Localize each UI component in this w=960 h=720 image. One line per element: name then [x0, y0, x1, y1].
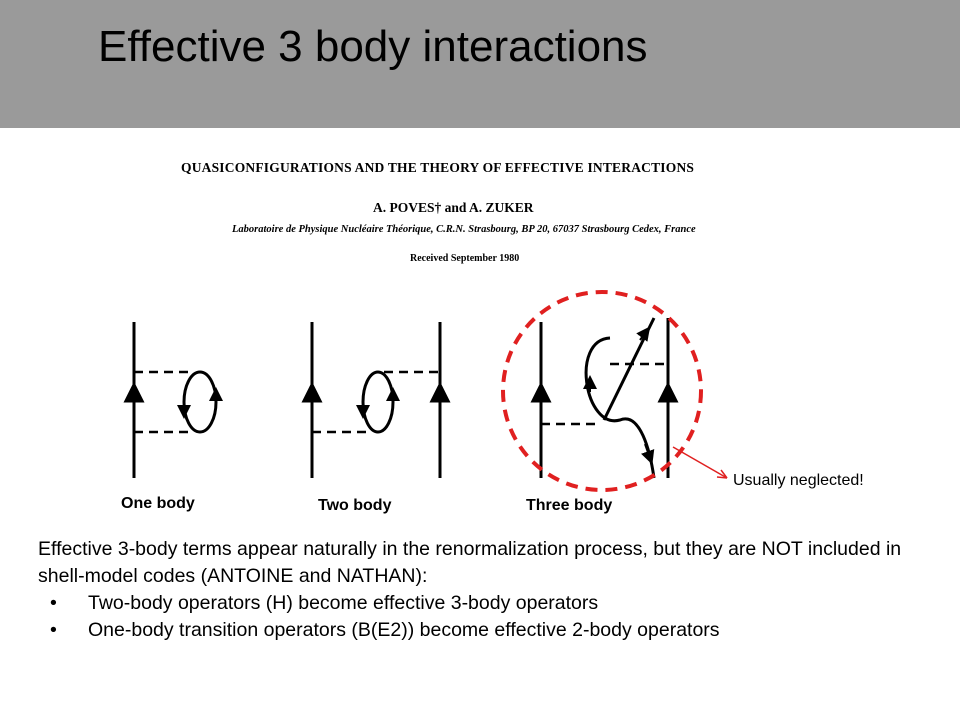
two-body-label: Two body: [318, 497, 392, 514]
list-item: [38, 590, 938, 617]
bullet-marker: •: [50, 619, 57, 641]
bullet-list: [38, 590, 938, 644]
bullet-marker: •: [50, 592, 57, 614]
paper-received-date: Received September 1980: [410, 253, 520, 264]
note-pointer-arrow: [673, 447, 727, 478]
list-item: [38, 617, 938, 644]
paper-authors: A. POVES† and A. ZUKER: [373, 200, 534, 215]
paper-title: QUASICONFIGURATIONS AND THE THEORY OF EFFECTIVE INTERACTIONS: [181, 160, 695, 175]
bullet-text: Two-body operators (H) become effective 3-body operators: [88, 592, 599, 614]
three-body-label: Three body: [526, 497, 613, 514]
three-body-diagram: [541, 318, 668, 478]
usually-neglected-note: Usually neglected!: [733, 472, 864, 489]
highlight-circle: [503, 292, 701, 490]
one-body-label: One body: [121, 495, 195, 512]
slide-title: Effective 3 body interactions: [98, 22, 648, 71]
intro-paragraph: Effective 3-body terms appear naturally in the renormalization process, but they are NOT included in shell-model codes (ANTOINE and NATHAN):: [38, 538, 902, 587]
body-text: [38, 536, 938, 644]
two-body-diagram: [312, 322, 440, 478]
bullet-text: One-body transition operators (B(E2)) become effective 2-body operators: [88, 619, 720, 641]
paper-affiliation: Laboratoire de Physique Nucléaire Théorique, C.R.N. Strasbourg, BP 20, 67037 Strasbourg Cedex, France: [232, 224, 696, 235]
one-body-diagram: [134, 322, 216, 478]
